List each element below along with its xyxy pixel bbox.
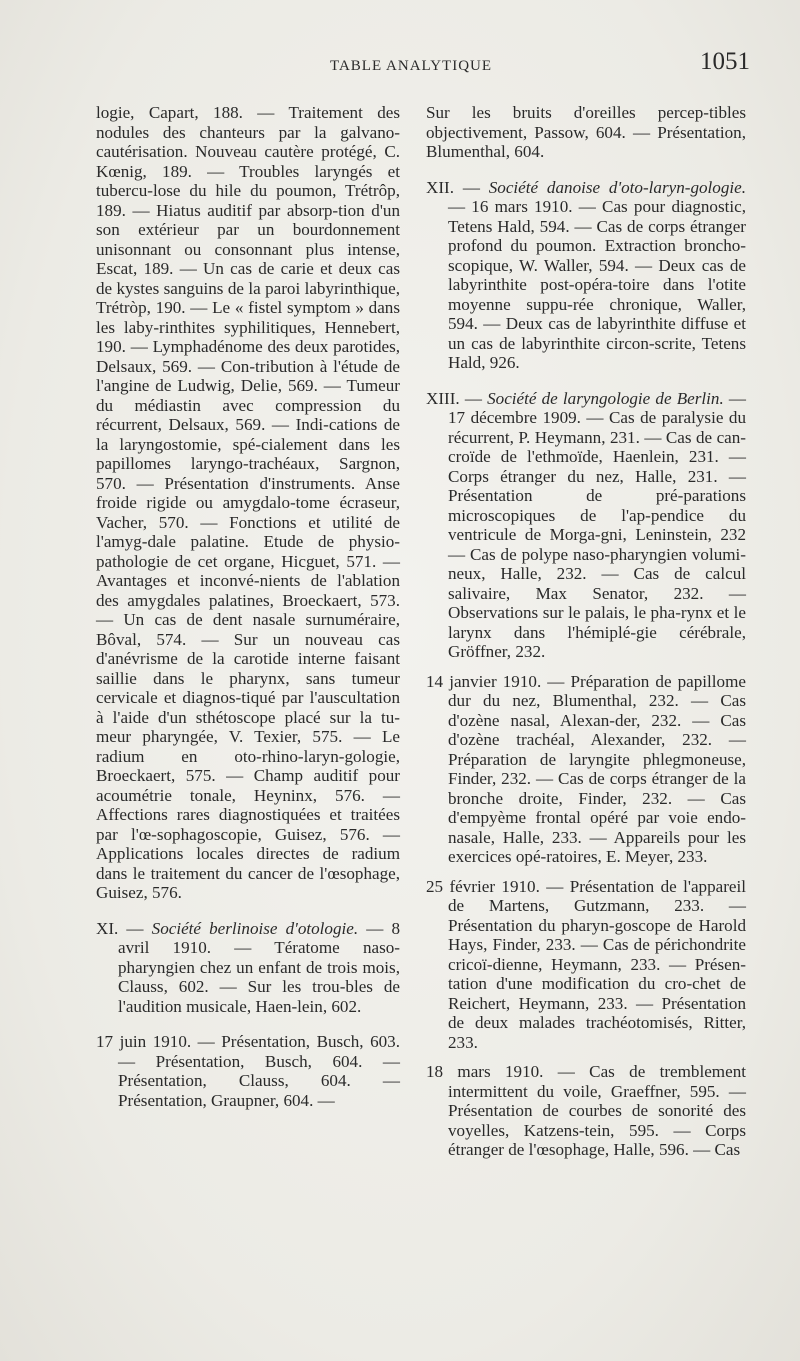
- entry-section-xii: [426, 178, 746, 373]
- entry-text: 18 mars 1910. — Cas de tremblement intermittent du voile, Graeffner, 595. — Présentation de courbes de sonorité des voyelles, Katzens-tein, 595. — Corps étranger de l'œsophage, Halle, 596. — Cas: [426, 1062, 746, 1159]
- entry-text: Sur les bruits d'oreilles percep-tibles objectivement, Passow, 604. — Présentation, Blumenthal, 604.: [426, 103, 746, 161]
- entry-continuation: [96, 103, 400, 903]
- entry-date-group: [426, 672, 746, 867]
- section-title: Société de laryngologie de Berlin.: [487, 388, 724, 408]
- entry-text: — 17 décembre 1909. — Cas de paralysie du récurrent, P. Heymann, 231. — Cas de can-croïde de l'ethmoïde, Haenlein, 231. — Corps étranger du nez, Halle, 231. — Présentation de pré-parations microscopiques de l'ap-pendice du ventricule de Morga-gni, Leninstein, 232 — Cas de polype naso-pharyngien volumi-neux, Halle, 232. — Cas de calcul salivaire, Max Senator, 232. — Observations sur le palais, le pha-rynx et le larynx dans l'hémiplé-gie cérébrale, Gröffner, 232.: [448, 388, 746, 661]
- entry-date-group: [426, 1062, 746, 1160]
- entry-section-xiii: [426, 389, 746, 662]
- entry-text: 25 février 1910. — Présentation de l'appareil de Martens, Gutzmann, 233. — Présentation du pharyn-goscope de Harold Hays, Finder, 233. — Cas de périchondrite cricoï-dienne, Heymann, 233. — Présen-tation d'une modification du cro-chet de Reichert, Heymann, 233. — Présentation de deux malades trachéotomisés, Ritter, 233.: [426, 876, 746, 1052]
- running-header: [0, 48, 800, 88]
- right-column: [426, 103, 746, 1160]
- section-number: XIII. —: [426, 388, 488, 408]
- section-title: Société berlinoise d'otologie.: [151, 918, 359, 938]
- entry-date-group: [426, 877, 746, 1053]
- entry-text: — 16 mars 1910. — Cas pour diagnostic, Tetens Hald, 594. — Cas de corps étranger profond du poumon. Extraction broncho-scopique, W. Waller, 594. — Deux cas de labyrinthite post-opéra-toire dans l'otite moyenne suppu-rée chronique, Waller, 594. — Deux cas de labyrinthite diffuse et un cas de labyrinthite circon-scrite, Tetens Hald, 926.: [448, 197, 746, 372]
- header-title: TABLE ANALYTIQUE: [330, 58, 493, 74]
- entry-continuation: [426, 103, 746, 162]
- left-column: [96, 103, 400, 1110]
- section-number: XII. —: [426, 177, 489, 197]
- entry-text: 17 juin 1910. — Présentation, Busch, 603. — Présentation, Busch, 604. — Présentation, Clauss, 604. — Présentation, Graupner, 604. —: [96, 1032, 400, 1110]
- entry-text: — 8 avril 1910. — Tératome naso-pharyngien chez un enfant de trois mois, Clauss, 602. — Sur les trou-bles de l'audition musicale, Haen-lein, 602.: [118, 918, 401, 1016]
- page-number: 1051: [700, 48, 750, 75]
- entry-text: 14 janvier 1910. — Préparation de papillome dur du nez, Blumenthal, 232. — Cas d'ozène nasal, Alexan-der, 232. — Cas d'ozène trachéal, Alexander, 232. — Préparation de laryngite phlegmoneuse, Finder, 232. — Cas de corps étranger de la bronche droite, Finder, 232. — Cas d'empyème frontal opéré par voie endo-nasale, Halle, 233. — Appareils pour les exercices opé-ratoires, E. Meyer, 233.: [426, 671, 746, 866]
- entry-text: logie, Capart, 188. — Traitement des nodules des chanteurs par la galvano-cautérisation. Nouveau cautère protégé, C. Kœnig, 189. — Troubles laryngés et tubercu-lose du hile du poumon, Trétrôp, 189. — Hiatus auditif par absorp-tion d'un son extérieur par un bourdonnement unisonnant ou consonnant plus intense, Escat, 189. — Un cas de carie et deux cas de kystes sanguins de la paroi labyrinthique, Trétròp, 190. — Le « fistel symptom » dans les laby-rinthites syphilitiques, Hennebert, 190. — Lymphadénome des deux parotides, Delsaux, 569. — Con-tribution à l'étude de l'angine de Ludwig, Delie, 569. — Tumeur du médiastin avec compression du récurrent, Delsaux, 569. — Indi-cations de la laryngostomie, spé-cialement dans les papillomes laryngo-trachéaux, Sargnon, 570. — Présentation d'instruments. Anse froide rigide ou amygdalo-tome écraseur, Vacher, 570. — Fonctions et utilité de l'amyg-dale palatine. Etude de physio-pathologie de cet organe, Hicguet, 571. — Avantages et inconvé-nients de l'ablation des amygdales palatines, Broeckaert, 573. — Un cas de dent nasale surnuméraire, Bôval, 574. — Sur un nouveau cas d'anévrisme de la carotide interne faisant saillie dans le pharynx, sans tumeur cervicale et diagnos-tiqué par l'auscultation à l'aide d'un sthétoscope placé sur la tu-meur pharyngée, V. Texier, 575. — Le radium en oto-rhino-laryn-gologie, Broeckaert, 575. — Champ auditif pour acoumétrie tonale, Heyninx, 576. — Affections rares diagnostiquées et traitées par l'œ-sophagoscopie, Guisez, 576. — Applications locales directes de radium dans le traitement du cancer de l'œsophage, Guisez, 576.: [96, 103, 400, 902]
- entry-date-group: [96, 1032, 400, 1110]
- section-title: Société danoise d'oto-laryn-gologie.: [488, 177, 746, 197]
- section-number: XI. —: [96, 918, 152, 938]
- entry-section-xi: [96, 919, 400, 1017]
